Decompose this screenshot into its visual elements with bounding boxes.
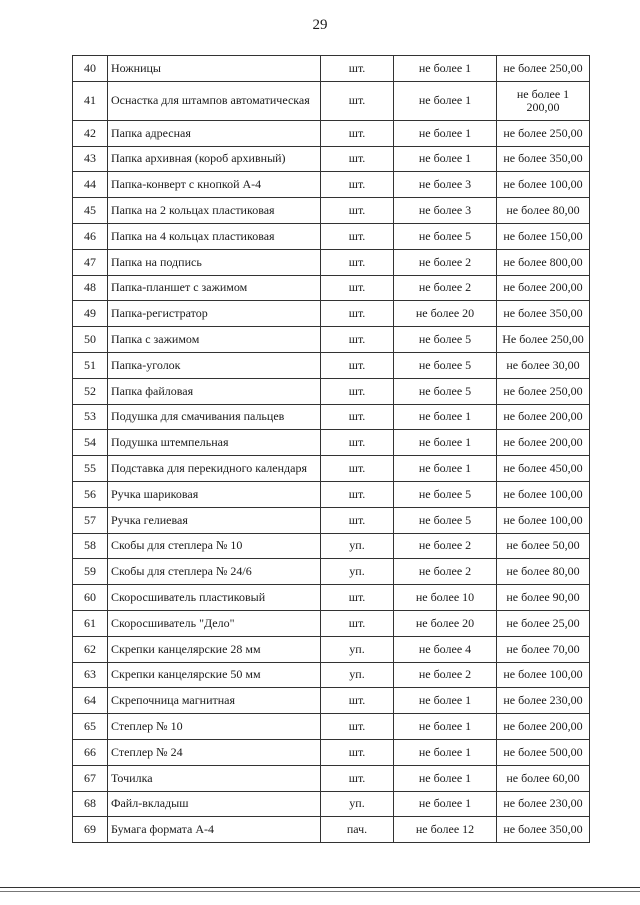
item-price: не более 80,00 <box>497 559 590 585</box>
item-quantity: не более 1 <box>394 404 497 430</box>
item-price: не более 100,00 <box>497 662 590 688</box>
row-number: 65 <box>73 714 108 740</box>
row-number: 66 <box>73 739 108 765</box>
row-number: 62 <box>73 636 108 662</box>
row-number: 52 <box>73 378 108 404</box>
item-price: не более 500,00 <box>497 739 590 765</box>
item-name: Папка-уголок <box>108 352 321 378</box>
item-unit: шт. <box>321 739 394 765</box>
item-price: не более 250,00 <box>497 56 590 82</box>
item-name: Папка-регистратор <box>108 301 321 327</box>
item-unit: шт. <box>321 301 394 327</box>
item-quantity: не более 2 <box>394 662 497 688</box>
item-price: не более 200,00 <box>497 430 590 456</box>
item-unit: шт. <box>321 688 394 714</box>
item-price: не более 350,00 <box>497 817 590 843</box>
item-name: Ручка гелиевая <box>108 507 321 533</box>
item-unit: шт. <box>321 81 394 120</box>
item-quantity: не более 1 <box>394 688 497 714</box>
row-number: 42 <box>73 120 108 146</box>
item-quantity: не более 1 <box>394 430 497 456</box>
row-number: 57 <box>73 507 108 533</box>
item-quantity: не более 4 <box>394 636 497 662</box>
row-number: 50 <box>73 327 108 353</box>
table-row <box>73 198 590 224</box>
item-price: не более 450,00 <box>497 456 590 482</box>
row-number: 40 <box>73 56 108 82</box>
table-row <box>73 404 590 430</box>
table-row <box>73 172 590 198</box>
item-quantity: не более 1 <box>394 120 497 146</box>
item-name: Папка с зажимом <box>108 327 321 353</box>
item-quantity: не более 1 <box>394 765 497 791</box>
row-number: 61 <box>73 610 108 636</box>
item-quantity: не более 2 <box>394 275 497 301</box>
row-number: 53 <box>73 404 108 430</box>
item-name: Файл-вкладыш <box>108 791 321 817</box>
row-number: 64 <box>73 688 108 714</box>
table-row <box>73 81 590 120</box>
item-quantity: не более 1 <box>394 146 497 172</box>
item-unit: пач. <box>321 817 394 843</box>
table-row <box>73 146 590 172</box>
table-row <box>73 739 590 765</box>
row-number: 54 <box>73 430 108 456</box>
item-unit: шт. <box>321 585 394 611</box>
row-number: 51 <box>73 352 108 378</box>
row-number: 43 <box>73 146 108 172</box>
table-row <box>73 610 590 636</box>
table-row <box>73 456 590 482</box>
table-row <box>73 817 590 843</box>
item-quantity: не более 20 <box>394 301 497 327</box>
item-price: не более 800,00 <box>497 249 590 275</box>
item-quantity: не более 1 <box>394 714 497 740</box>
item-name: Папка на 4 кольцах пластиковая <box>108 223 321 249</box>
item-unit: шт. <box>321 56 394 82</box>
item-unit: шт. <box>321 507 394 533</box>
item-name: Папка-конверт с кнопкой А-4 <box>108 172 321 198</box>
row-number: 68 <box>73 791 108 817</box>
row-number: 58 <box>73 533 108 559</box>
page-bottom-rule-secondary <box>0 891 640 892</box>
item-price: не более 100,00 <box>497 172 590 198</box>
item-name: Скрепочница магнитная <box>108 688 321 714</box>
row-number: 46 <box>73 223 108 249</box>
item-unit: шт. <box>321 456 394 482</box>
item-name: Точилка <box>108 765 321 791</box>
table-row <box>73 301 590 327</box>
item-name: Подставка для перекидного календаря <box>108 456 321 482</box>
item-quantity: не более 1 <box>394 739 497 765</box>
item-name: Папка на 2 кольцах пластиковая <box>108 198 321 224</box>
item-price: не более 230,00 <box>497 791 590 817</box>
item-name: Скобы для степлера № 24/6 <box>108 559 321 585</box>
item-name: Ручка шариковая <box>108 481 321 507</box>
table-row <box>73 714 590 740</box>
item-name: Бумага формата А-4 <box>108 817 321 843</box>
item-name: Ножницы <box>108 56 321 82</box>
table-row <box>73 688 590 714</box>
item-unit: шт. <box>321 430 394 456</box>
table-row <box>73 120 590 146</box>
item-price: не более 200,00 <box>497 404 590 430</box>
item-price: не более 30,00 <box>497 352 590 378</box>
table-row <box>73 636 590 662</box>
item-price: не более 200,00 <box>497 714 590 740</box>
item-unit: шт. <box>321 146 394 172</box>
item-price: не более 100,00 <box>497 507 590 533</box>
item-name: Степлер № 10 <box>108 714 321 740</box>
row-number: 55 <box>73 456 108 482</box>
item-unit: шт. <box>321 275 394 301</box>
table-row <box>73 765 590 791</box>
item-quantity: не более 20 <box>394 610 497 636</box>
item-name: Папка адресная <box>108 120 321 146</box>
item-quantity: не более 5 <box>394 378 497 404</box>
item-unit: шт. <box>321 765 394 791</box>
item-name: Оснастка для штампов автоматическая <box>108 81 321 120</box>
item-unit: шт. <box>321 198 394 224</box>
item-price: не более 1 200,00 <box>497 81 590 120</box>
item-name: Степлер № 24 <box>108 739 321 765</box>
item-price: не более 100,00 <box>497 481 590 507</box>
item-price: не более 350,00 <box>497 146 590 172</box>
item-unit: шт. <box>321 223 394 249</box>
item-name: Подушка для смачивания пальцев <box>108 404 321 430</box>
table-row <box>73 559 590 585</box>
item-unit: уп. <box>321 559 394 585</box>
row-number: 49 <box>73 301 108 327</box>
row-number: 60 <box>73 585 108 611</box>
row-number: 47 <box>73 249 108 275</box>
item-name: Папка файловая <box>108 378 321 404</box>
row-number: 56 <box>73 481 108 507</box>
table-row <box>73 249 590 275</box>
item-price: не более 250,00 <box>497 378 590 404</box>
table-row <box>73 533 590 559</box>
table-row <box>73 352 590 378</box>
table-row <box>73 275 590 301</box>
item-unit: уп. <box>321 662 394 688</box>
item-name: Папка на подпись <box>108 249 321 275</box>
item-unit: шт. <box>321 352 394 378</box>
row-number: 69 <box>73 817 108 843</box>
item-unit: уп. <box>321 533 394 559</box>
table-row <box>73 223 590 249</box>
item-quantity: не более 2 <box>394 249 497 275</box>
item-price: не более 150,00 <box>497 223 590 249</box>
item-name: Скобы для степлера № 10 <box>108 533 321 559</box>
item-quantity: не более 1 <box>394 791 497 817</box>
item-quantity: не более 5 <box>394 507 497 533</box>
table-row <box>73 327 590 353</box>
row-number: 44 <box>73 172 108 198</box>
supplies-table-body <box>73 56 590 843</box>
item-price: не более 80,00 <box>497 198 590 224</box>
table-row <box>73 378 590 404</box>
item-name: Скрепки канцелярские 50 мм <box>108 662 321 688</box>
item-price: не более 50,00 <box>497 533 590 559</box>
item-unit: шт. <box>321 714 394 740</box>
table-row <box>73 507 590 533</box>
item-quantity: не более 1 <box>394 81 497 120</box>
item-price: не более 230,00 <box>497 688 590 714</box>
table-row <box>73 481 590 507</box>
item-name: Скрепки канцелярские 28 мм <box>108 636 321 662</box>
item-price: не более 70,00 <box>497 636 590 662</box>
item-name: Папка архивная (короб архивный) <box>108 146 321 172</box>
item-unit: шт. <box>321 481 394 507</box>
item-quantity: не более 5 <box>394 327 497 353</box>
item-quantity: не более 5 <box>394 352 497 378</box>
table-row <box>73 56 590 82</box>
supplies-table <box>72 55 590 843</box>
item-price: не более 90,00 <box>497 585 590 611</box>
item-price: не более 60,00 <box>497 765 590 791</box>
item-quantity: не более 1 <box>394 56 497 82</box>
item-price: не более 350,00 <box>497 301 590 327</box>
item-unit: шт. <box>321 327 394 353</box>
item-price: не более 200,00 <box>497 275 590 301</box>
item-name: Подушка штемпельная <box>108 430 321 456</box>
row-number: 63 <box>73 662 108 688</box>
item-unit: шт. <box>321 172 394 198</box>
item-unit: уп. <box>321 636 394 662</box>
page-bottom-rule <box>0 887 640 888</box>
item-quantity: не более 3 <box>394 172 497 198</box>
item-name: Папка-планшет с зажимом <box>108 275 321 301</box>
row-number: 41 <box>73 81 108 120</box>
item-name: Скоросшиватель пластиковый <box>108 585 321 611</box>
table-row <box>73 430 590 456</box>
item-quantity: не более 10 <box>394 585 497 611</box>
item-unit: уп. <box>321 791 394 817</box>
table-row <box>73 585 590 611</box>
row-number: 67 <box>73 765 108 791</box>
item-unit: шт. <box>321 610 394 636</box>
item-price: не более 25,00 <box>497 610 590 636</box>
item-quantity: не более 12 <box>394 817 497 843</box>
table-row <box>73 662 590 688</box>
table-row <box>73 791 590 817</box>
row-number: 59 <box>73 559 108 585</box>
row-number: 45 <box>73 198 108 224</box>
item-quantity: не более 5 <box>394 481 497 507</box>
item-unit: шт. <box>321 120 394 146</box>
item-quantity: не более 5 <box>394 223 497 249</box>
item-unit: шт. <box>321 249 394 275</box>
row-number: 48 <box>73 275 108 301</box>
item-quantity: не более 1 <box>394 456 497 482</box>
page-number: 29 <box>312 17 328 33</box>
item-quantity: не более 2 <box>394 533 497 559</box>
item-price: не более 250,00 <box>497 120 590 146</box>
item-price: Не более 250,00 <box>497 327 590 353</box>
item-quantity: не более 3 <box>394 198 497 224</box>
item-unit: шт. <box>321 378 394 404</box>
item-quantity: не более 2 <box>394 559 497 585</box>
item-unit: шт. <box>321 404 394 430</box>
item-name: Скоросшиватель "Дело" <box>108 610 321 636</box>
